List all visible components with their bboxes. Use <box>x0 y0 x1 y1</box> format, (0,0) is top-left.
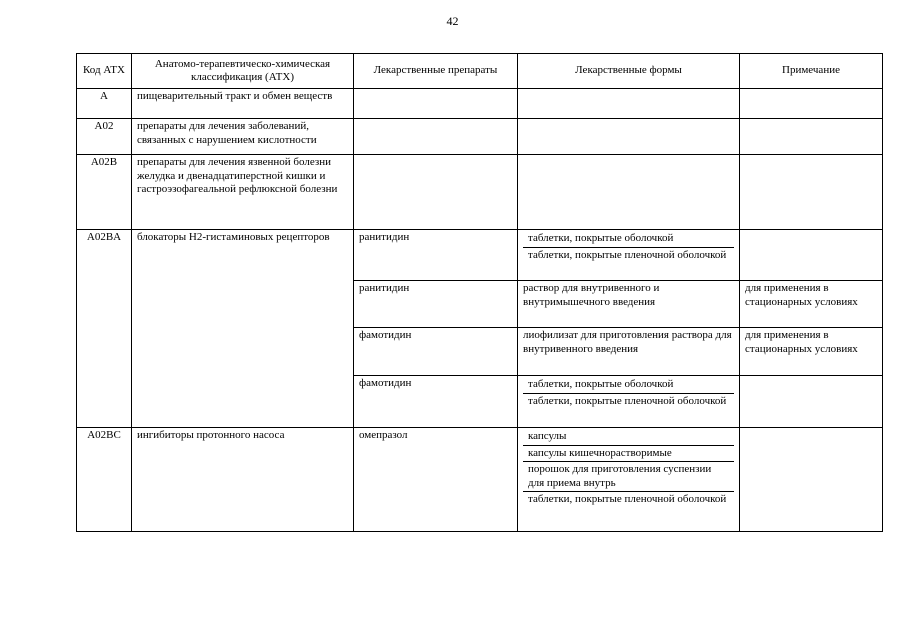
header-row <box>77 54 883 89</box>
drug-cell <box>354 119 518 155</box>
dosage-form: таблетки, покрытые оболочкой <box>523 231 734 248</box>
atx-code: A02B <box>77 155 132 230</box>
header-drugs: Лекарственные препараты <box>354 54 518 89</box>
note-cell: для применения в стационарных условиях <box>740 328 883 376</box>
note-cell <box>740 230 883 281</box>
atx-classification: препараты для лечения язвенной болезни желудка и двенадцатиперстной кишки и гастроэзофагеальной рефлюксной болезни <box>132 155 354 230</box>
table-row <box>77 230 883 281</box>
dosage-form: капсулы кишечнорастворимые <box>523 446 734 463</box>
dosage-form: таблетки, покрытые оболочкой <box>523 377 734 394</box>
table-row <box>77 428 883 532</box>
drug-name: фамотидин <box>354 376 518 428</box>
note-cell: для применения в стационарных условиях <box>740 281 883 328</box>
table-row <box>77 89 883 119</box>
dosage-form: лиофилизат для приготовления раствора для внутривенного введения <box>518 328 740 376</box>
dosage-form: таблетки, покрытые пленочной оболочкой <box>528 493 727 505</box>
header-forms: Лекарственные формы <box>518 54 740 89</box>
form-cell <box>518 428 740 532</box>
atx-code: A02 <box>77 119 132 155</box>
drug-name: ранитидин <box>354 230 518 281</box>
form-cell <box>518 155 740 230</box>
note-cell <box>740 155 883 230</box>
header-code: Код АТХ <box>77 54 132 89</box>
form-cell <box>518 230 740 281</box>
drug-name: ранитидин <box>354 281 518 328</box>
drug-cell <box>354 155 518 230</box>
atx-code: A02BA <box>77 230 132 428</box>
atx-table <box>76 53 883 532</box>
atx-code: A <box>77 89 132 119</box>
atx-code: A02BC <box>77 428 132 532</box>
note-cell <box>740 376 883 428</box>
form-cell <box>518 376 740 428</box>
note-cell <box>740 89 883 119</box>
header-classification: Анатомо-терапевтическо-химическая классификация (АТХ) <box>132 54 354 89</box>
table-row <box>77 155 883 230</box>
note-cell <box>740 119 883 155</box>
form-cell <box>518 119 740 155</box>
header-notes: Примечание <box>740 54 883 89</box>
drug-name: омепразол <box>354 428 518 532</box>
dosage-form: таблетки, покрытые пленочной оболочкой <box>528 248 727 261</box>
table-row <box>77 119 883 155</box>
drug-name: фамотидин <box>354 328 518 376</box>
atx-classification: ингибиторы протонного насоса <box>132 428 354 532</box>
dosage-form: порошок для приготовления суспензии для приема внутрь <box>523 462 734 492</box>
atx-classification: пищеварительный тракт и обмен веществ <box>132 89 354 119</box>
drug-cell <box>354 89 518 119</box>
note-cell <box>740 428 883 532</box>
atx-classification: препараты для лечения заболеваний, связанных с нарушением кислотности <box>132 119 354 155</box>
dosage-form: капсулы <box>523 429 734 446</box>
form-cell <box>518 89 740 119</box>
dosage-form: таблетки, покрытые пленочной оболочкой <box>528 394 727 407</box>
dosage-form: раствор для внутривенного и внутримышечного введения <box>518 281 740 328</box>
page-number: 42 <box>446 14 459 28</box>
atx-classification: блокаторы H2-гистаминовых рецепторов <box>132 230 354 428</box>
